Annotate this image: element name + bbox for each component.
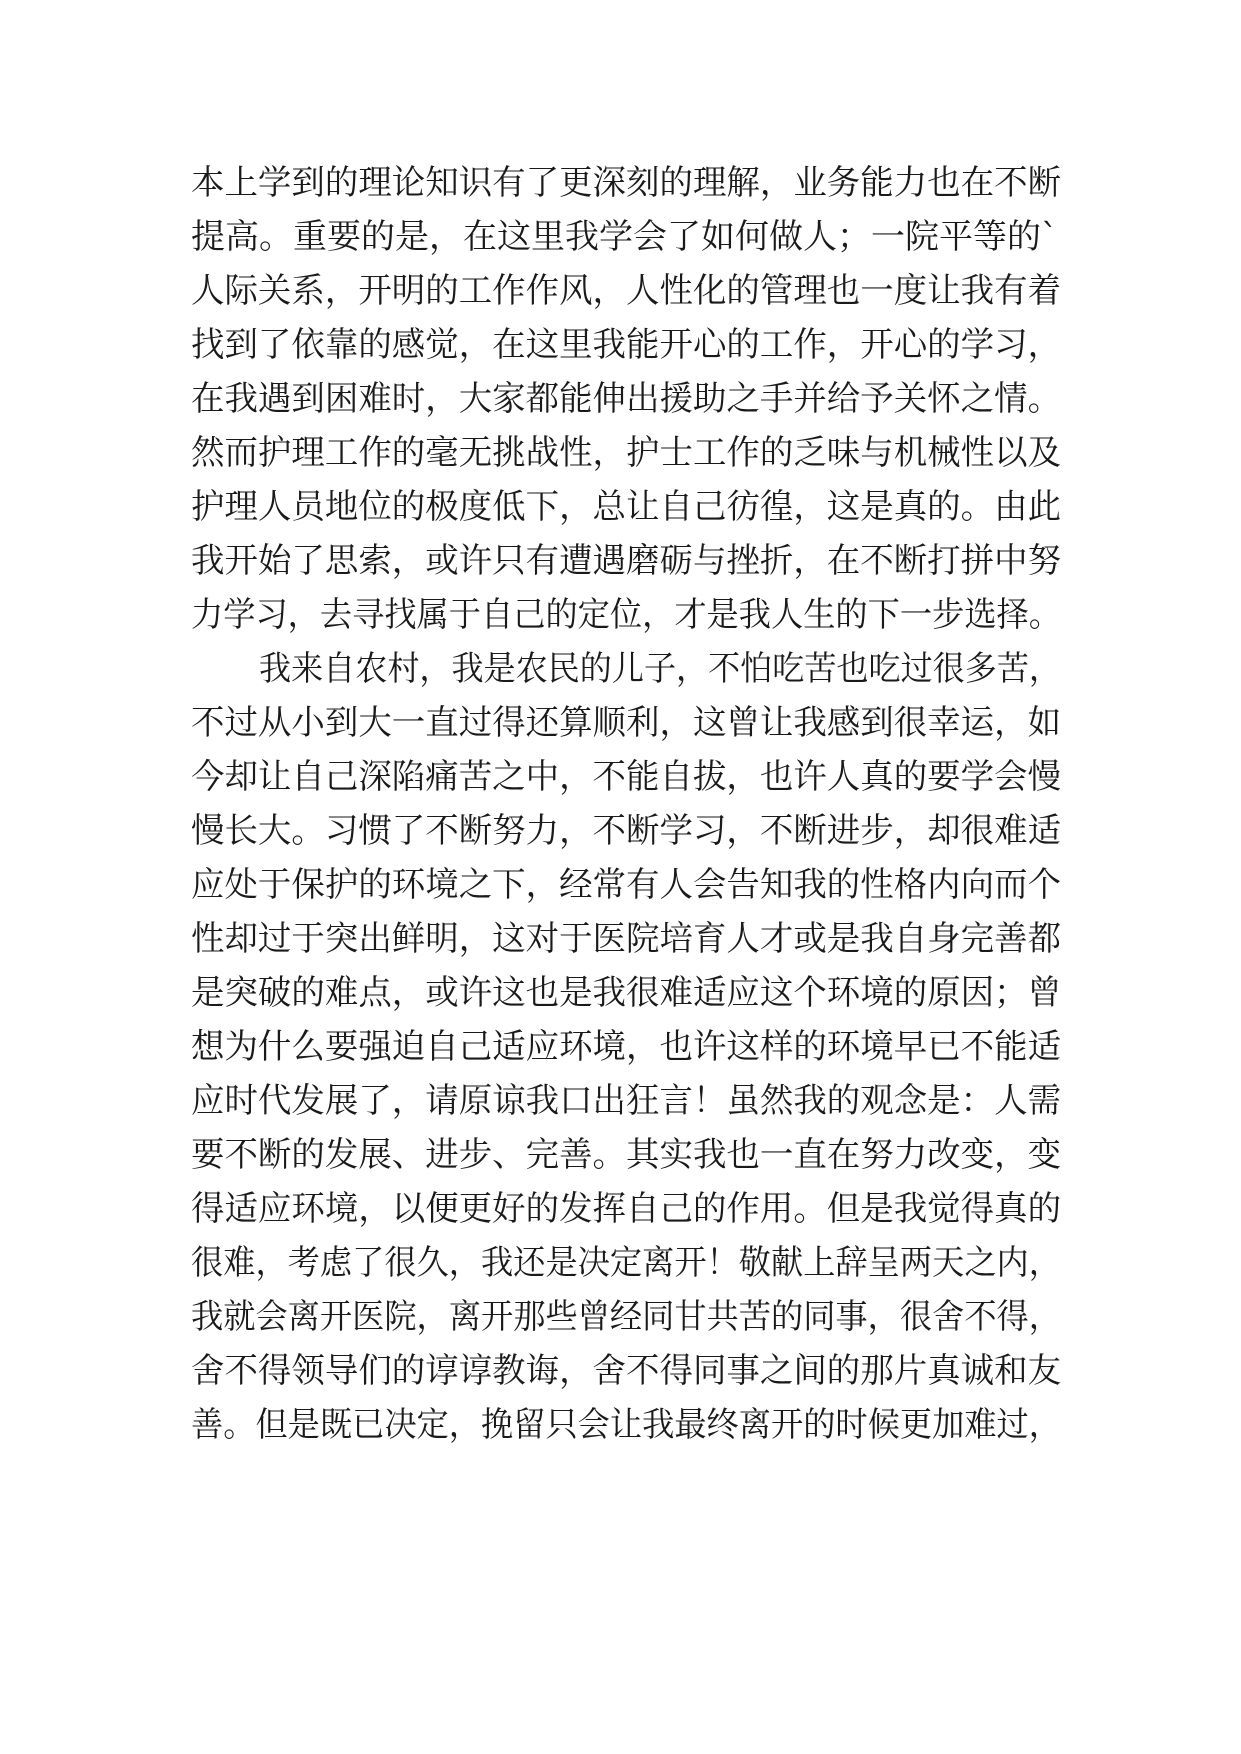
text-line: 很难，考虑了很久，我还是决定离开！敬献上辞呈两天之内， <box>191 1243 1061 1283</box>
text-line: 然而护理工作的毫无挑战性，护士工作的乏味与机械性以及 <box>191 433 1062 473</box>
text-line: 护理人员地位的极度低下，总让自己彷徨，这是真的。由此 <box>191 487 1062 527</box>
text-line: 是突破的难点，或许这也是我很难适应这个环境的原因；曾 <box>191 973 1062 1013</box>
text-line: 今却让自己深陷痛苦之中，不能自拔，也许人真的要学会慢 <box>191 757 1062 797</box>
text-line: 力学习，去寻找属于自己的定位，才是我人生的下一步选择。 <box>191 595 1061 635</box>
text-line: 要不断的发展、进步、完善。其实我也一直在努力改变，变 <box>191 1135 1062 1175</box>
text-line: 想为什么要强迫自己适应环境，也许这样的环境早已不能适 <box>191 1027 1062 1067</box>
text-line: 得适应环境，以便更好的发挥自己的作用。但是我觉得真的 <box>191 1189 1062 1229</box>
text-line: 本上学到的理论知识有了更深刻的理解，业务能力也在不断 <box>191 163 1062 203</box>
text-line: 善。但是既已决定，挽留只会让我最终离开的时候更加难过， <box>191 1405 1061 1445</box>
text-line: 应时代发展了，请原谅我口出狂言！虽然我的观念是：人需 <box>191 1081 1062 1121</box>
text-line: 性却过于突出鲜明，这对于医院培育人才或是我自身完善都 <box>191 919 1062 959</box>
text-line: 找到了依靠的感觉，在这里我能开心的工作，开心的学习， <box>191 325 1062 365</box>
text-line: 在我遇到困难时，大家都能伸出援助之手并给予关怀之情。 <box>191 379 1062 419</box>
text-line: 舍不得领导们的谆谆教诲，舍不得同事之间的那片真诚和友 <box>191 1351 1062 1391</box>
text-line: 提高。重要的是，在这里我学会了如何做人；一院平等的` <box>191 217 1058 257</box>
paragraph-first-line: 我来自农村，我是农民的儿子，不怕吃苦也吃过很多苦， <box>259 649 1061 689</box>
text-line: 我开始了思索，或许只有遭遇磨砺与挫折，在不断打拼中努 <box>191 541 1062 581</box>
text-line: 不过从小到大一直过得还算顺利，这曾让我感到很幸运，如 <box>191 703 1062 743</box>
text-line: 我就会离开医院，离开那些曾经同甘共苦的同事，很舍不得， <box>191 1297 1061 1337</box>
text-line: 慢长大。习惯了不断努力，不断学习，不断进步，却很难适 <box>191 811 1062 851</box>
text-line: 人际关系，开明的工作作风，人性化的管理也一度让我有着 <box>191 271 1062 311</box>
text-line: 应处于保护的环境之下，经常有人会告知我的性格内向而个 <box>191 865 1062 905</box>
